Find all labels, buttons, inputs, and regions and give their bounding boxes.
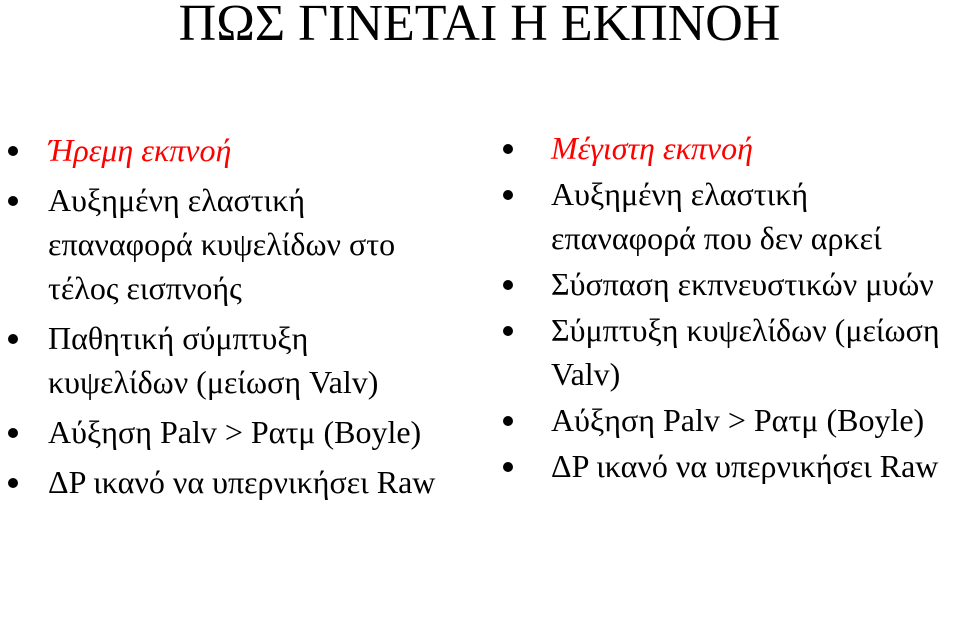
right-list-item (503, 444, 953, 488)
right-item-text: Αυξημένη ελαστική επαναφορά που δεν αρκεί (551, 176, 882, 256)
bullet-icon (8, 146, 18, 156)
slide-title: ΠΩΣ ΓΙΝΕΤΑΙ Η ΕΚΠΝΟΗ (178, 0, 781, 52)
bullet-icon (8, 478, 18, 488)
bullet-icon (503, 280, 513, 290)
left-item-text: Αύξηση Palv > Pατμ (Boyle) (48, 414, 422, 450)
left-bullet-list (8, 128, 448, 504)
left-list-item (8, 316, 448, 404)
left-heading-item (8, 128, 448, 172)
right-item-text: Σύσπαση εκπνευστικών μυών (551, 266, 934, 302)
bullet-icon (8, 428, 18, 438)
bullet-icon (8, 334, 18, 344)
left-list-item (8, 410, 448, 454)
right-item-text: Σύμπτυξη κυψελίδων (μείωση Valv) (551, 312, 940, 392)
right-item-text: Αύξηση Palv > Pατμ (Boyle) (551, 402, 925, 438)
bullet-icon (503, 462, 513, 472)
right-list-item (503, 262, 953, 306)
bullet-icon (503, 326, 513, 336)
left-item-text: Αυξημένη ελαστική επαναφορά κυψελίδων στο τέλος εισπνοής (48, 182, 396, 306)
right-heading-item (503, 126, 953, 170)
right-list-item (503, 308, 953, 396)
right-heading-text: Μέγιστη εκπνοή (551, 130, 753, 166)
right-list-item (503, 172, 953, 260)
bullet-icon (8, 196, 18, 206)
left-heading-text: Ήρεμη εκπνοή (48, 132, 232, 168)
left-list-item (8, 178, 448, 310)
bullet-icon (503, 144, 513, 154)
bullet-icon (503, 416, 513, 426)
left-list-item (8, 460, 448, 504)
left-item-text: Παθητική σύμπτυξη κυψελίδων (μείωση Valv) (48, 320, 379, 400)
right-item-text: ΔP ικανό να υπερνικήσει Raw (551, 448, 939, 484)
right-list-item (503, 398, 953, 442)
right-bullet-list (503, 126, 953, 488)
left-item-text: ΔP ικανό να υπερνικήσει Raw (48, 464, 436, 500)
bullet-icon (503, 190, 513, 200)
